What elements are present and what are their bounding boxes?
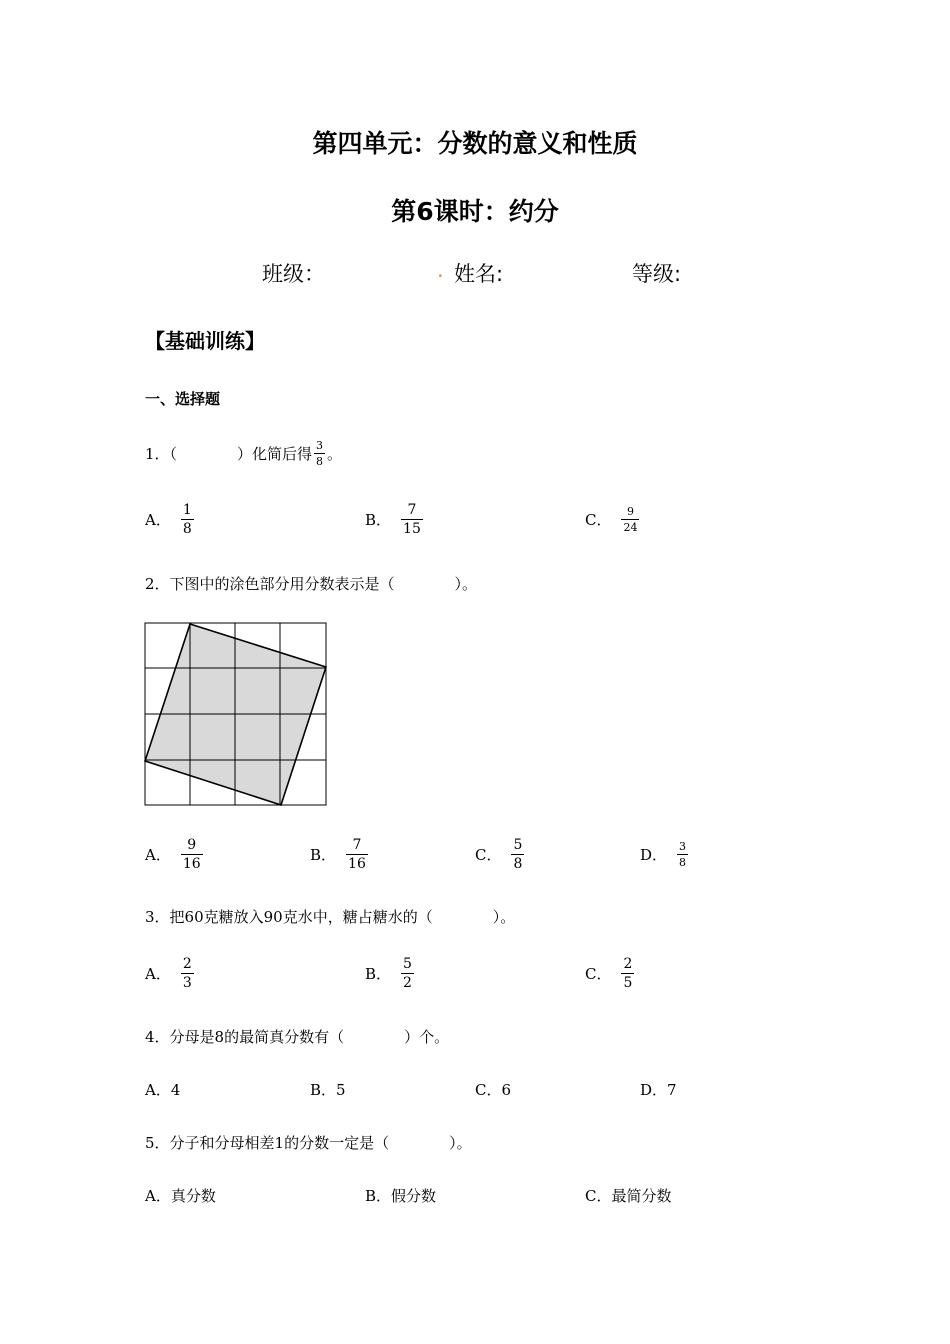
q5-option-b[interactable] — [365, 1185, 436, 1206]
fraction-numerator: 5 — [513, 837, 523, 853]
fraction-denominator: 8 — [316, 455, 324, 468]
question-1-end: 。 — [327, 445, 343, 463]
option-label: C． — [475, 846, 502, 864]
option-label: A．真分数 — [145, 1187, 216, 1205]
q2-option-d[interactable] — [640, 841, 688, 868]
option-label: A． — [145, 846, 171, 864]
q2-option-b[interactable] — [310, 838, 368, 871]
option-label: D．7 — [640, 1081, 677, 1099]
question-4: 4．分母是8的最简真分数有（ ）个。 — [145, 1028, 450, 1046]
fraction-numerator: 2 — [623, 956, 633, 972]
fraction-denominator: 2 — [403, 975, 412, 991]
fraction-denominator: 5 — [623, 975, 633, 991]
fraction-numerator: 3 — [316, 439, 324, 452]
q4-option-d[interactable] — [640, 1079, 677, 1100]
option-label: A． — [145, 511, 171, 529]
option-label: B．5 — [310, 1081, 346, 1099]
fraction-denominator: 8 — [513, 856, 523, 872]
option-label: B． — [365, 511, 392, 529]
option-label: A．4 — [145, 1081, 181, 1099]
fraction-numerator: 7 — [407, 502, 417, 518]
q4-option-c[interactable] — [475, 1079, 511, 1100]
question-3: 3．把60克糖放入90克水中，糖占糖水的（ ）。 — [145, 908, 516, 926]
fraction-denominator: 3 — [182, 975, 192, 991]
option-label: C． — [585, 965, 612, 983]
q1-option-a[interactable] — [145, 503, 194, 536]
option-label: B．假分数 — [365, 1187, 437, 1205]
option-label: C． — [585, 511, 612, 529]
fraction-numerator: 2 — [182, 956, 192, 972]
option-label: C．最简分数 — [585, 1187, 672, 1205]
q4-option-b[interactable] — [310, 1079, 346, 1100]
fraction-denominator: 15 — [403, 521, 421, 537]
q3-option-c[interactable] — [585, 957, 634, 990]
fraction-numerator: 3 — [679, 840, 687, 853]
q2-option-c[interactable] — [475, 838, 524, 871]
option-label: B． — [310, 846, 337, 864]
question-2: 2．下图中的涂色部分用分数表示是（ ）。 — [145, 575, 478, 593]
name-label: 姓名: — [454, 262, 504, 286]
option-label: D． — [640, 846, 668, 864]
fraction-numerator: 9 — [626, 505, 634, 518]
option-label: B． — [365, 965, 392, 983]
question-1 — [145, 440, 342, 467]
question-1-text: 1．（ ）化简后得 — [145, 445, 313, 463]
question-1-fraction — [314, 440, 325, 467]
question-5: 5．分子和分母相差1的分数一定是（ ）。 — [145, 1134, 472, 1152]
option-label: C．6 — [475, 1081, 512, 1099]
shaded-grid-figure — [144, 622, 328, 808]
unit-title: 第四单元：分数的意义和性质 — [312, 129, 638, 158]
fraction-denominator: 24 — [623, 521, 638, 534]
subsection-heading: 一、选择题 — [145, 390, 221, 408]
fraction-denominator: 8 — [182, 521, 192, 537]
separator-dot: . — [437, 258, 444, 282]
fraction-numerator: 9 — [187, 837, 197, 853]
q5-option-a[interactable] — [145, 1185, 216, 1206]
class-label: 班级： — [262, 262, 325, 286]
lesson-title: 第6课时：约分 — [391, 197, 559, 226]
q4-option-a[interactable] — [145, 1079, 180, 1100]
fraction-numerator: 7 — [352, 837, 362, 853]
q5-option-c[interactable] — [585, 1185, 671, 1206]
q1-option-c[interactable] — [585, 506, 639, 533]
fraction-denominator: 16 — [182, 856, 201, 872]
fraction-denominator: 8 — [679, 856, 687, 869]
q3-option-a[interactable] — [145, 957, 194, 990]
fraction-numerator: 5 — [403, 956, 412, 972]
q1-option-b[interactable] — [365, 503, 423, 536]
grid-lines — [145, 623, 326, 805]
q3-option-b[interactable] — [365, 957, 414, 990]
option-label: A． — [145, 965, 171, 983]
section-heading: 【基础训练】 — [145, 329, 265, 353]
fraction-denominator: 16 — [348, 856, 366, 872]
q2-option-a[interactable] — [145, 838, 203, 871]
fraction-numerator: 1 — [182, 502, 192, 518]
grade-label: 等级: — [632, 262, 682, 286]
